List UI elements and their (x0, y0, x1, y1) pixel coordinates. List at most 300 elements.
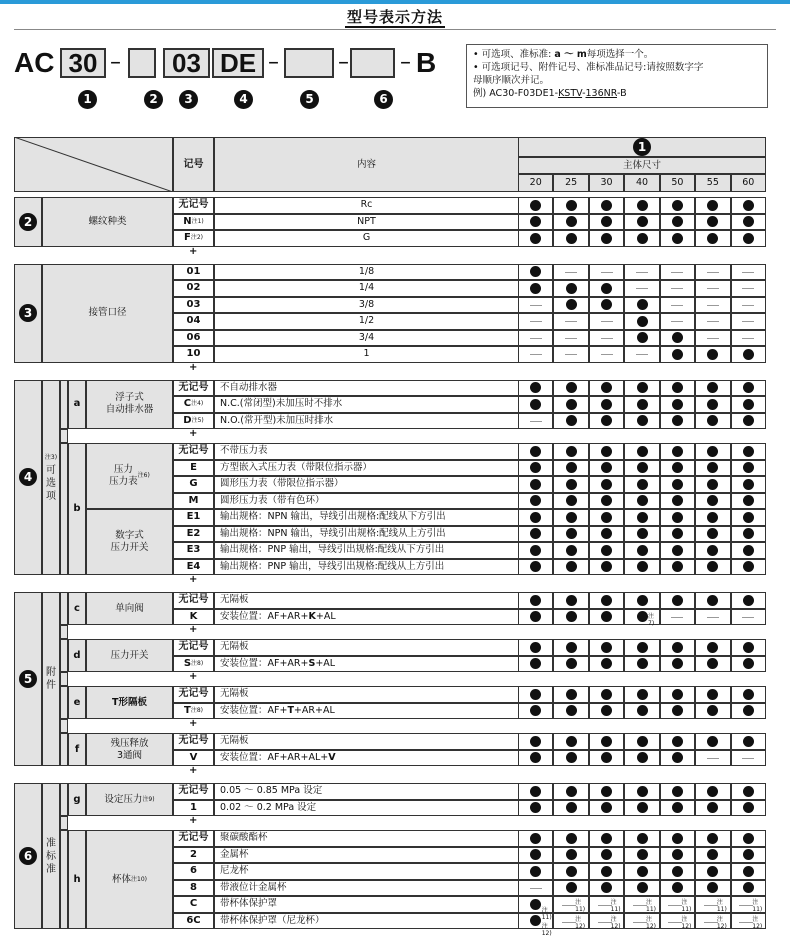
note-ref: 注10) (131, 875, 147, 883)
top-accent-bar (0, 0, 790, 4)
row-description: 圆形压力表（带限位指示器） (214, 476, 519, 493)
row-code: 无记号 (173, 686, 214, 703)
available-mark (530, 595, 541, 606)
available-mark (637, 446, 648, 457)
available-mark (566, 561, 577, 572)
not-available-mark (707, 321, 719, 322)
item-name: 压力开关 (86, 639, 173, 672)
available-mark (637, 736, 648, 747)
row-description: 3/4 (214, 330, 519, 347)
available-mark (566, 283, 577, 294)
row-description: 0.05 ～ 0.85 MPa 设定 (214, 783, 519, 800)
sub-letter: g (68, 783, 86, 816)
footnote-mark: 注12) (541, 923, 552, 937)
plus-separator: + (189, 361, 198, 373)
available-mark (530, 233, 541, 244)
sub-gap (60, 719, 68, 733)
available-mark (566, 658, 577, 669)
available-mark (672, 512, 683, 523)
model-part-number: 5 (300, 90, 319, 109)
available-mark (743, 658, 754, 669)
row-code: 10 (173, 346, 214, 363)
row-code: E3 (173, 542, 214, 559)
not-available-mark (668, 905, 682, 906)
available-mark (530, 736, 541, 747)
not-available-mark (633, 922, 647, 923)
plus-separator: + (189, 815, 198, 826)
row-description: 尼龙杯 (214, 863, 519, 880)
group-number-cell (14, 783, 42, 929)
row-code: 无记号 (173, 197, 214, 214)
row-description: 0.02 ～ 0.2 MPa 设定 (214, 800, 519, 817)
row-description: 安装位置：AF+AR+ S +AL (214, 656, 519, 673)
row-description: 带杯体保护罩（尼龙杯） (214, 913, 519, 930)
available-mark (743, 786, 754, 797)
row-code: K (173, 609, 214, 626)
available-mark (743, 866, 754, 877)
sub-spacer (60, 733, 68, 766)
group-name-char: 选 (46, 478, 56, 490)
plus-separator: + (189, 574, 198, 585)
row-description: 带液位计金属杯 (214, 880, 519, 897)
item-name: 单向阀 (86, 592, 173, 625)
sub-letter: d (68, 639, 86, 672)
group-name-char: 件 (46, 680, 56, 691)
footnote-mark: 注11) (610, 899, 621, 913)
not-available-mark (565, 354, 577, 355)
row-code: E1 (173, 509, 214, 526)
row-description: 1/4 (214, 280, 519, 297)
row-code: G (173, 476, 214, 493)
not-available-mark (601, 354, 613, 355)
row-code: 2 (173, 847, 214, 864)
sub-letter: c (68, 592, 86, 625)
model-dash: – (110, 50, 121, 75)
row-code: 6 (173, 863, 214, 880)
group-number-circle: 2 (19, 213, 37, 231)
group-name: 螺纹种类 (42, 197, 173, 247)
size-number-circle: 1 (633, 138, 651, 156)
available-mark (672, 399, 683, 410)
footnote-mark: 注12) (610, 915, 621, 930)
available-mark (601, 786, 612, 797)
available-mark (637, 658, 648, 669)
not-available-mark (671, 617, 683, 618)
row-description: 输出规格：PNP 输出，导线引出规格:配线从上方引出 (214, 559, 519, 576)
row-description: 不带压力表 (214, 443, 519, 460)
available-mark (637, 689, 648, 700)
header-size-25: 25 (553, 174, 588, 192)
footnote-mark: 注11) (716, 899, 727, 913)
available-mark (637, 561, 648, 572)
available-mark (566, 382, 577, 393)
footnote-mark: 注12) (646, 915, 656, 930)
group-name-char: 准 (46, 863, 56, 875)
group-number-circle: 6 (19, 847, 37, 865)
not-available-mark (562, 922, 576, 923)
available-mark (637, 866, 648, 877)
row-description: 1 (214, 346, 519, 363)
footnote-mark: 注11) (575, 899, 586, 913)
available-mark (637, 200, 648, 211)
not-available-mark (668, 922, 682, 923)
available-mark (601, 833, 612, 844)
available-mark (637, 233, 648, 244)
available-mark (637, 752, 648, 763)
row-code: 无记号 (173, 639, 214, 656)
available-mark (743, 479, 754, 490)
available-mark (601, 736, 612, 747)
model-suffix: B (416, 47, 437, 78)
available-mark (601, 233, 612, 244)
row-code: D 注5) (173, 413, 214, 430)
not-available-mark (565, 338, 577, 339)
model-box-options: DE (212, 48, 264, 78)
available-mark (566, 462, 577, 473)
notes-box (466, 44, 768, 108)
row-code: S 注8) (173, 656, 214, 673)
item-name: 浮子式 自动排水器 (86, 380, 173, 430)
row-code: 06 (173, 330, 214, 347)
available-mark (743, 561, 754, 572)
item-name: 杯体 注10) (86, 830, 173, 929)
not-available-mark (565, 321, 577, 322)
not-available-mark (636, 288, 648, 289)
row-description: 安装位置：AF+AR+ K +AL (214, 609, 519, 626)
sub-gap (60, 816, 68, 830)
item-name: T形隔板 (86, 686, 173, 719)
note-ref: 注8) (190, 706, 203, 714)
note-ref: 注4) (191, 400, 204, 408)
available-mark (637, 216, 648, 227)
row-description: 安装位置：AF+ T +AR+AL (214, 703, 519, 720)
available-mark (530, 689, 541, 700)
row-description: 不自动排水器 (214, 380, 519, 397)
row-code: 无记号 (173, 380, 214, 397)
header-symbol: 记号 (173, 137, 214, 192)
header-body-size: 主体尺寸 (518, 157, 766, 174)
available-mark (743, 382, 754, 393)
sub-gap (60, 672, 68, 686)
row-description: NPT (214, 214, 519, 231)
plus-separator: + (189, 718, 198, 729)
model-box-port: 03 (163, 48, 210, 78)
available-mark (530, 399, 541, 410)
available-mark (743, 512, 754, 523)
group-name-char: 附 (46, 667, 56, 678)
sub-spacer (60, 783, 68, 816)
note-line: 母顺序顺次并记。 (473, 75, 550, 86)
row-description: 金属杯 (214, 847, 519, 864)
available-mark (566, 479, 577, 490)
plus-separator: + (189, 765, 198, 776)
group-number-circle: 5 (19, 670, 37, 688)
sub-letter: h (68, 830, 86, 929)
available-mark (566, 299, 577, 310)
available-mark (743, 802, 754, 813)
available-mark (672, 833, 683, 844)
available-mark (637, 462, 648, 473)
available-mark (530, 642, 541, 653)
available-mark (566, 399, 577, 410)
row-code: V (173, 750, 214, 767)
available-mark (566, 866, 577, 877)
available-mark (530, 866, 541, 877)
available-mark (637, 299, 648, 310)
group-name: 接管口径 (42, 264, 173, 363)
available-mark (566, 882, 577, 893)
available-mark (601, 866, 612, 877)
available-mark (566, 200, 577, 211)
available-mark (743, 595, 754, 606)
note-ref: 注1) (191, 217, 204, 225)
title-rule (14, 29, 776, 30)
model-dash: – (400, 50, 411, 75)
available-mark (601, 512, 612, 523)
available-mark (637, 833, 648, 844)
available-mark (637, 332, 648, 343)
header-size-30: 30 (589, 174, 624, 192)
header-size-20: 20 (518, 174, 553, 192)
available-mark (743, 882, 754, 893)
available-mark (743, 833, 754, 844)
group-number-cell (14, 264, 42, 363)
available-mark (566, 446, 577, 457)
available-mark (566, 802, 577, 813)
not-available-mark (598, 905, 612, 906)
note-example: 例) AC30-F03DE1-KSTV-136NR-B (473, 88, 627, 99)
row-description: N.O.(常开型)未加压时排水 (214, 413, 519, 430)
row-description: 聚碳酸酯杯 (214, 830, 519, 847)
row-description: 3/8 (214, 297, 519, 314)
available-mark (530, 545, 541, 556)
not-available-mark (671, 272, 683, 273)
available-mark (637, 595, 648, 606)
footnote-mark: 注12) (716, 915, 727, 930)
available-mark (672, 200, 683, 211)
not-available-mark (671, 305, 683, 306)
available-mark (566, 705, 577, 716)
available-mark (530, 899, 541, 910)
available-mark (566, 736, 577, 747)
group-number-circle: 3 (19, 304, 37, 322)
group-name (42, 783, 60, 929)
available-mark (601, 545, 612, 556)
row-code: 无记号 (173, 592, 214, 609)
row-code: 01 (173, 264, 214, 281)
note-ref: 注2) (190, 234, 203, 242)
not-available-mark (671, 321, 683, 322)
available-mark (672, 595, 683, 606)
available-mark (637, 786, 648, 797)
not-available-mark (707, 305, 719, 306)
available-mark (530, 786, 541, 797)
available-mark (530, 283, 541, 294)
group-name-char: 标 (46, 850, 56, 862)
row-code: F 注2) (173, 230, 214, 247)
available-mark (566, 595, 577, 606)
available-mark (601, 642, 612, 653)
footnote-mark: 注11) (752, 899, 763, 913)
available-mark (601, 283, 612, 294)
not-available-mark (742, 617, 754, 618)
available-mark (743, 705, 754, 716)
available-mark (530, 833, 541, 844)
model-box-standard (350, 48, 395, 78)
available-mark (637, 611, 648, 622)
item-name: 残压释放 3通阀 (86, 733, 173, 766)
row-code: 无记号 (173, 783, 214, 800)
note-ref: 注3) (44, 454, 58, 462)
available-mark (672, 736, 683, 747)
available-mark (566, 752, 577, 763)
available-mark (637, 512, 648, 523)
available-mark (566, 512, 577, 523)
item-name: 设定压力 注9) (86, 783, 173, 816)
available-mark (566, 545, 577, 556)
model-box-size: 30 (60, 48, 106, 78)
not-available-mark (742, 321, 754, 322)
not-available-mark (530, 321, 542, 322)
not-available-mark (601, 321, 613, 322)
available-mark (601, 399, 612, 410)
model-prefix: AC (14, 47, 55, 78)
header-size-num (518, 137, 766, 157)
note-line: • 可选项、准标准: a ～ m每项选择一个。 (473, 49, 654, 60)
available-mark (672, 545, 683, 556)
group-name-char: 准 (46, 837, 56, 849)
not-available-mark (530, 421, 542, 422)
not-available-mark (636, 354, 648, 355)
row-code: C 注4) (173, 396, 214, 413)
not-available-mark (742, 305, 754, 306)
not-available-mark (704, 905, 718, 906)
footnote-mark: 注11) (681, 899, 692, 913)
row-description: 输出规格：NPN 输出，导线引出规格:配线从上方引出 (214, 526, 519, 543)
not-available-mark (704, 922, 718, 923)
available-mark (743, 349, 754, 360)
available-mark (672, 642, 683, 653)
plus-separator: + (189, 245, 198, 257)
row-code: E2 (173, 526, 214, 543)
available-mark (743, 849, 754, 860)
note-ref: 注5) (191, 416, 204, 424)
item-name: 数字式 压力开关 (86, 509, 173, 575)
note-ref: 注6) (137, 472, 150, 479)
sub-spacer (60, 380, 68, 430)
row-code: 8 (173, 880, 214, 897)
available-mark (530, 479, 541, 490)
group-number-cell (14, 592, 42, 766)
available-mark (743, 736, 754, 747)
not-available-mark (707, 272, 719, 273)
row-description: Rc (214, 197, 519, 214)
model-box-accessories (284, 48, 334, 78)
available-mark (637, 705, 648, 716)
footnote-mark: 注11) (646, 899, 656, 913)
sub-spacer (60, 686, 68, 719)
available-mark (566, 833, 577, 844)
model-part-number: 1 (78, 90, 97, 109)
available-mark (637, 316, 648, 327)
group-name (42, 592, 60, 766)
available-mark (637, 415, 648, 426)
footnote-mark: 注11) (541, 906, 552, 921)
available-mark (672, 866, 683, 877)
sub-gap (60, 625, 68, 639)
group-number-cell (14, 380, 42, 576)
available-mark (743, 415, 754, 426)
not-available-mark (707, 758, 719, 759)
available-mark (637, 399, 648, 410)
note-line: • 可选项记号、附件记号、准标准品记号:请按照数字字 (473, 62, 704, 73)
footnote-mark: 注12) (575, 915, 586, 930)
not-available-mark (633, 905, 647, 906)
model-dash: – (338, 50, 349, 75)
available-mark (672, 689, 683, 700)
row-description: G (214, 230, 519, 247)
available-mark (637, 495, 648, 506)
available-mark (601, 595, 612, 606)
available-mark (743, 216, 754, 227)
available-mark (566, 689, 577, 700)
model-part-number: 3 (179, 90, 198, 109)
row-code: 02 (173, 280, 214, 297)
footnote-mark: 注7) (648, 612, 655, 627)
row-description: 无隔板 (214, 639, 519, 656)
available-mark (566, 642, 577, 653)
row-code: 6C (173, 913, 214, 930)
row-code: 1 (173, 800, 214, 817)
available-mark (672, 233, 683, 244)
footnote-mark: 注12) (681, 915, 692, 930)
available-mark (743, 200, 754, 211)
available-mark (566, 495, 577, 506)
row-code: T 注8) (173, 703, 214, 720)
sub-letter: b (68, 443, 86, 575)
row-code: 无记号 (173, 733, 214, 750)
not-available-mark (601, 272, 613, 273)
sub-spacer (60, 443, 68, 575)
available-mark (637, 545, 648, 556)
available-mark (566, 786, 577, 797)
available-mark (566, 216, 577, 227)
available-mark (743, 689, 754, 700)
header-size-55: 55 (695, 174, 730, 192)
not-available-mark (671, 288, 683, 289)
page-title: 型号表示方法 (346, 8, 443, 26)
group-number-cell (14, 197, 42, 247)
footnote-mark: 注12) (752, 915, 763, 930)
not-available-mark (739, 905, 753, 906)
row-description: 输出规格：PNP 输出，导线引出规格:配线从下方引出 (214, 542, 519, 559)
row-code: 04 (173, 313, 214, 330)
available-mark (637, 642, 648, 653)
note-ref: 注8) (191, 659, 204, 667)
row-description: 1/8 (214, 264, 519, 281)
not-available-mark (742, 758, 754, 759)
available-mark (743, 545, 754, 556)
row-code: 无记号 (173, 443, 214, 460)
row-code: N 注1) (173, 214, 214, 231)
available-mark (637, 528, 648, 539)
not-available-mark (742, 338, 754, 339)
row-description: 无隔板 (214, 592, 519, 609)
available-mark (566, 611, 577, 622)
not-available-mark (707, 338, 719, 339)
row-code: 03 (173, 297, 214, 314)
group-number-circle: 4 (19, 468, 37, 486)
